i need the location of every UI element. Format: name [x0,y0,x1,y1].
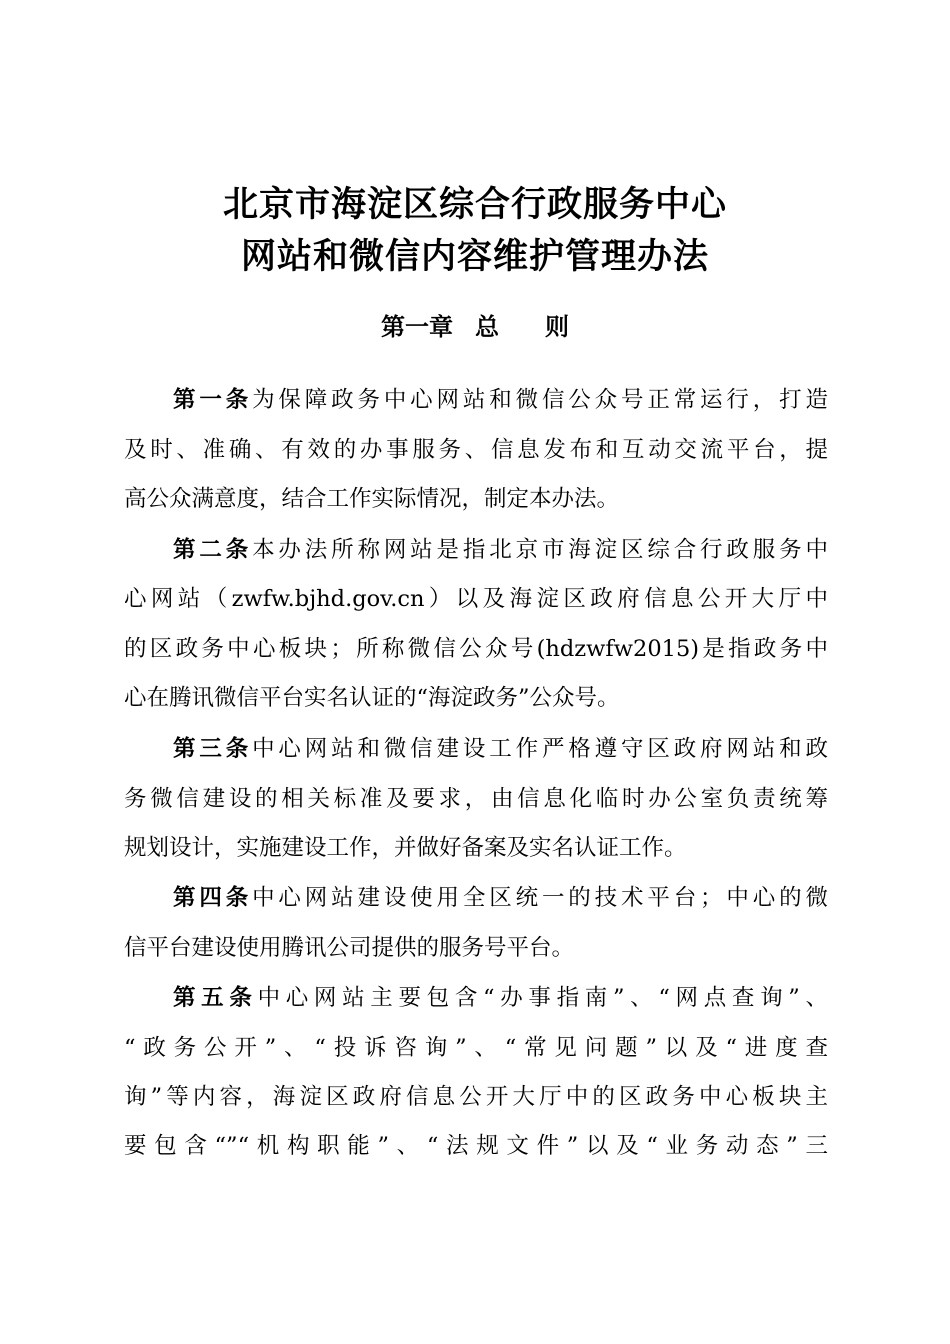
article-2-line-3: 的区政务中心板块；所称微信公众号(hdzwfw2015)是指政务中 [124,636,828,662]
article-1-line-2: 及时、准确、有效的办事服务、信息发布和互动交流平台，提 [124,437,828,463]
article-3-line-1 [173,732,828,766]
article-5-line-2: “政务公开”、“投诉咨询”、“常见问题”以及“进度查 [124,1035,828,1061]
article-2-text-1: 本办法所称网站是指北京市海淀区综合行政服务中 [252,537,828,563]
chapter-heading [0,310,950,344]
article-2-line-2: 心网站（zwfw.bjhd.gov.cn）以及海淀区政府信息公开大厅中 [124,586,828,612]
chapter-number: 第一章 [381,313,453,341]
article-2-line-4: 心在腾讯微信平台实名认证的“海淀政务”公众号。 [124,685,620,711]
article-3-text-1: 中心网站和微信建设工作严格遵守区政府网站和政 [252,736,828,762]
article-4-line-2: 信平台建设使用腾讯公司提供的服务号平台。 [124,935,575,961]
article-3-line-3: 规划设计，实施建设工作，并做好备案及实名认证工作。 [124,835,687,861]
article-5-line-4: 要包含“”“机构职能”、“法规文件”以及“业务动态”三 [124,1133,828,1159]
article-5-label: 第五条 [173,985,258,1011]
article-5-line-1 [173,981,828,1015]
article-2-label: 第二条 [173,537,253,563]
article-1-label: 第一条 [173,387,253,413]
document-title-line-2: 网站和微信内容维护管理办法 [240,236,709,277]
article-4-line-1 [173,881,828,915]
article-2-line-1 [173,533,828,567]
document-title-line-1: 北京市海淀区综合行政服务中心 [222,184,727,225]
chapter-title-word-1: 总 [475,313,499,341]
article-1-line-1 [173,383,828,417]
article-4-label: 第四条 [173,885,253,911]
article-3-line-2: 务微信建设的相关标准及要求，由信息化临时办公室负责统筹 [124,786,828,812]
article-5-line-3: 询”等内容，海淀区政府信息公开大厅中的区政务中心板块主 [124,1084,828,1110]
article-1-text-1: 为保障政务中心网站和微信公众号正常运行，打造 [252,387,828,413]
article-3-label: 第三条 [173,736,253,762]
article-5-text-1: 中心网站主要包含“办事指南”、“网点查询”、 [257,985,828,1011]
article-1-line-3: 高公众满意度，结合工作实际情况，制定本办法。 [124,486,620,512]
article-4-text-1: 中心网站建设使用全区统一的技术平台；中心的微 [252,885,828,911]
chapter-title-word-2: 则 [545,313,569,341]
